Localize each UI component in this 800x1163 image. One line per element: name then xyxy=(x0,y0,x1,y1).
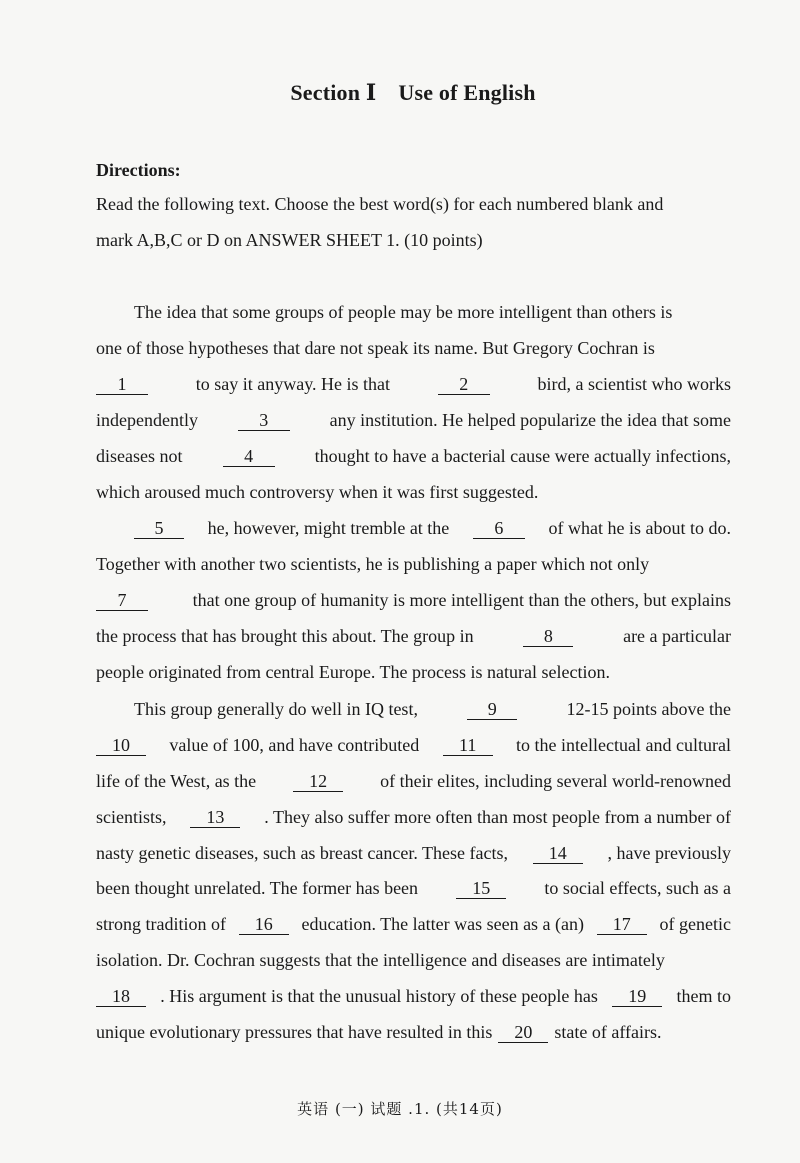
text-run: of genetic xyxy=(659,914,731,934)
directions-heading: Directions: xyxy=(96,160,181,180)
p2-line-1 xyxy=(134,518,731,539)
page-footer: 英语 (一) 试题 .1. (共14页) xyxy=(297,1100,503,1118)
text-run: scientists, xyxy=(96,807,167,827)
p1-line-1 xyxy=(134,302,731,323)
blank-15: 15 xyxy=(456,878,506,899)
text-run: that one group of humanity is more intelligent than the others, but explains xyxy=(192,590,731,610)
text-run: been thought unrelated. The former has been xyxy=(96,878,419,898)
p2-line-4 xyxy=(96,626,731,647)
p3-line-2 xyxy=(96,735,731,756)
section-name: Use of English xyxy=(398,80,536,105)
blank-4: 4 xyxy=(223,446,275,467)
directions-line-1 xyxy=(96,194,731,215)
blank-17: 17 xyxy=(597,914,647,935)
text-run: . They also suffer more often than most people from a number of xyxy=(264,807,731,827)
p1-line-5 xyxy=(96,446,731,467)
text-run: them to xyxy=(676,986,731,1006)
p2-line-3 xyxy=(96,590,731,611)
directions-text-2: mark A,B,C or D on ANSWER SHEET 1. (10 points) xyxy=(96,230,483,250)
text-run: diseases not xyxy=(96,446,183,466)
text-run: to social effects, such as a xyxy=(544,878,731,898)
text-run: of their elites, including several world-renowned xyxy=(380,771,731,791)
text-run: any institution. He helped popularize the idea that some xyxy=(329,410,731,430)
text-run: are a particular xyxy=(623,626,731,646)
text-run: , have previously xyxy=(607,843,731,863)
text-run: the process that has brought this about. The group in xyxy=(96,626,474,646)
p3-line-8 xyxy=(96,950,731,971)
text-run: . His argument is that the unusual history of these people has xyxy=(160,986,598,1006)
p1-line-6 xyxy=(96,482,731,503)
p3-line-3 xyxy=(96,771,731,792)
section-number: Section Ⅰ xyxy=(290,80,377,105)
p3-line-9 xyxy=(96,986,731,1007)
blank-13: 13 xyxy=(190,807,240,828)
text-run: strong tradition of xyxy=(96,914,226,934)
blank-1: 1 xyxy=(96,374,148,395)
p1-line-2 xyxy=(96,338,731,359)
text-run: nasty genetic diseases, such as breast cancer. These facts, xyxy=(96,843,509,863)
text-run: state of affairs. xyxy=(554,1022,662,1042)
text-run: education. The latter was seen as a (an) xyxy=(301,914,585,934)
blank-5: 5 xyxy=(134,518,184,539)
text-run: bird, a scientist who works xyxy=(537,374,731,394)
blank-3: 3 xyxy=(238,410,290,431)
blank-2: 2 xyxy=(438,374,490,395)
section-title xyxy=(0,80,800,106)
text-run: isolation. Dr. Cochran suggests that the intelligence and diseases are intimately xyxy=(96,950,665,970)
text-run: value of 100, and have contributed xyxy=(169,735,420,755)
text-run: of what he is about to do. xyxy=(548,518,731,538)
p2-line-5 xyxy=(96,662,731,683)
blank-8: 8 xyxy=(523,626,573,647)
text-run: unique evolutionary pressures that have resulted in this xyxy=(96,1022,493,1042)
text-run: to say it anyway. He is that xyxy=(195,374,391,394)
text-run: to the intellectual and cultural xyxy=(516,735,731,755)
p1-line-4 xyxy=(96,410,731,431)
text-run: The idea that some groups of people may be more intelligent than others is xyxy=(134,302,673,322)
p3-line-7 xyxy=(96,914,731,935)
text-run: people originated from central Europe. The process is natural selection. xyxy=(96,662,610,682)
p1-line-3 xyxy=(96,374,731,395)
text-run: independently xyxy=(96,410,198,430)
p3-line-5 xyxy=(96,843,731,864)
p3-line-4 xyxy=(96,807,731,828)
text-run: 12-15 points above the xyxy=(566,699,731,719)
text-run: thought to have a bacterial cause were actually infections, xyxy=(314,446,731,466)
blank-11: 11 xyxy=(443,735,493,756)
blank-9: 9 xyxy=(467,699,517,720)
directions-line-2 xyxy=(96,230,731,251)
text-run: one of those hypotheses that dare not speak its name. But Gregory Cochran is xyxy=(96,338,655,358)
blank-10: 10 xyxy=(96,735,146,756)
blank-6: 6 xyxy=(473,518,525,539)
text-run: life of the West, as the xyxy=(96,771,257,791)
text-run: This group generally do well in IQ test, xyxy=(134,699,418,719)
blank-18: 18 xyxy=(96,986,146,1007)
blank-19: 19 xyxy=(612,986,662,1007)
directions-text-1: Read the following text. Choose the best word(s) for each numbered blank and xyxy=(96,194,664,214)
blank-7: 7 xyxy=(96,590,148,611)
text-run: which aroused much controversy when it was first suggested. xyxy=(96,482,539,502)
p3-line-1 xyxy=(134,699,731,720)
blank-12: 12 xyxy=(293,771,343,792)
blank-14: 14 xyxy=(533,843,583,864)
text-run: he, however, might tremble at the xyxy=(207,518,450,538)
p2-line-2 xyxy=(96,554,731,575)
p3-line-10 xyxy=(96,1022,731,1043)
blank-16: 16 xyxy=(239,914,289,935)
blank-20: 20 xyxy=(498,1022,548,1043)
p3-line-6 xyxy=(96,878,731,899)
text-run: Together with another two scientists, he is publishing a paper which not only xyxy=(96,554,650,574)
